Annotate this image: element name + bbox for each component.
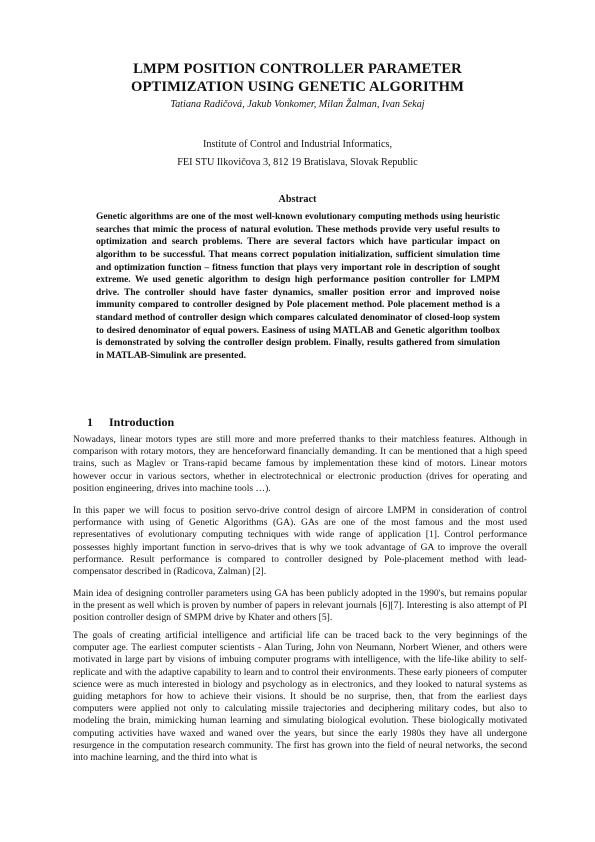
- body-paragraph: The goals of creating artificial intelligence and artificial life can be traced back to the very beginnings of the computer age. The earliest computer scientists - Alan Turing, John von Neumann, Norbert Wiener, and others were motivated in large part by visions of imbuing computer programs with intelligence, with the life-like ability to self-replicate and with the adaptive capability to learn and to control their environments. These early pioneers of computer science were as much interested in biology and psychology as in electronics, and they looked to natural systems as guiding metaphors for how to achieve their visions. It should be no surprise, then, that from the earliest days computers were applied not only to calculating missile trajectories and deciphering military codes, but also to modeling the brain, mimicking human learning and simulating biological evolution. These biologically motivated computing activities have waxed and waned over the years, but since the early 1980s they have all undergone resurgence in the computation research community. The first has grown into the field of neural networks, the second into machine learning, and the third into what is: [73, 630, 527, 764]
- abstract-text: Genetic algorithms are one of the most well-known evolutionary computing methods using heuristic searches that mimic the process of natural evolution. These methods provide very useful results to optimization and search problems. There are several factors which have particular impact on algorithm to be successful. That means correct population initialization, sufficient simulation time and optimization function – fitness function that plays very important role in description of sought extreme. We used genetic algorithm to design high performance position controller for LMPM drive. The controller should have faster dynamics, smaller position error and improved noise immunity compared to controller designed by Pole placement method. Pole placement method is a standard method of controller design which compares calculated denominator of closed-loop system to desired denominator of equal powers. Easiness of using MATLAB and Genetic algorithm toolbox is demonstrated by solving the controller design problem. Finally, results gathered from simulation in MATLAB-Simulink are presented.: [96, 212, 500, 361]
- body-paragraph: In this paper we will focus to position servo-drive control design of aircore LMPM in consideration of control performance with using of Genetic Algorithms (GA). GAs are one of the most famous and the most used representatives of evolutionary computing techniques with wide range of application [1]. Control performance possesses highly important function in servo-drives that is why we took advantage of GA to improve the overall performance. Result performance is compared to controller designed by Pole-placement method with lead-compensator described in (Radicova, Zalman) [2].: [73, 505, 527, 578]
- section-heading: [87, 415, 174, 429]
- title-line-1: LMPM POSITION CONTROLLER PARAMETER: [133, 61, 462, 77]
- section-title: Introduction: [109, 415, 175, 429]
- title-line-2: OPTIMIZATION USING GENETIC ALGORITHM: [131, 79, 464, 95]
- section-number: 1: [87, 415, 93, 429]
- affiliation-line-2: FEI STU Ilkovičova 3, 812 19 Bratislava, Slovak Republic: [177, 157, 418, 168]
- paper-title: [70, 60, 525, 96]
- abstract-heading: Abstract: [278, 194, 317, 205]
- body-paragraph: Nowadays, linear motors types are still more and more preferred thanks to their matchless features. Although in comparison with rotary motors, they are henceforward financially demanding. It can be mentioned that a high speed trains, such as Maglev or Trans-rapid became famous by implementation these kind of motors. Linear motors however occur in various sectors, whether in electrotechnical or electronic production (drives for operating and position engineering, drives into machine tools …).: [73, 434, 527, 494]
- body-paragraph: Main idea of designing controller parameters using GA has been publicly adopted in the 1990's, but remains popular in the present as well which is proven by number of papers in relevant journals [6][7]. Interesting is also attempt of PI position controller design of SMPM drive by Khater and others [5].: [73, 588, 527, 624]
- author-list: Tatiana Radičová, Jakub Vonkomer, Milan Žalman, Ivan Sekaj: [170, 99, 425, 110]
- affiliation-line-1: Institute of Control and Industrial Informatics,: [203, 139, 392, 150]
